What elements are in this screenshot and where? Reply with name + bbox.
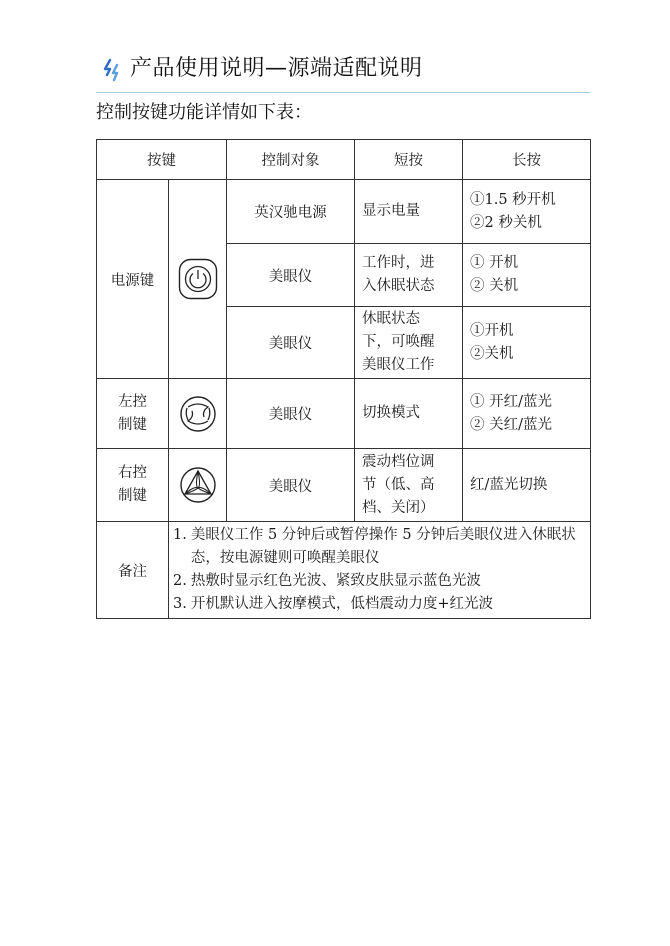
long-press-cell: [463, 307, 591, 379]
long-press-line: ② 关红/蓝光: [470, 416, 552, 433]
header-short-press: 短按: [355, 140, 463, 180]
long-press-cell: [463, 244, 591, 307]
intro-text: 控制按键功能详情如下表：: [96, 102, 312, 123]
short-press-cell: 震动档位调 节（低、高 档、关闭）: [355, 449, 463, 522]
short-press-cell: 休眠状态 下，可唤醒 美眼仪工作: [355, 307, 463, 379]
list-number: 1.: [173, 527, 187, 543]
header-key: 按键: [97, 140, 227, 180]
header-target: 控制对象: [227, 140, 355, 180]
key-icon-cell: [169, 180, 227, 379]
short-press-cell: 显示电量: [355, 180, 463, 244]
target-cell: 美眼仪: [227, 449, 355, 522]
long-press-line: ①开机: [470, 322, 514, 339]
list-number: 3.: [173, 596, 187, 612]
triangle-circle-icon: [178, 464, 218, 506]
list-item: [173, 593, 586, 616]
table-header-row: [97, 140, 591, 180]
list-number: 2.: [173, 573, 187, 589]
target-cell: 美眼仪: [227, 244, 355, 307]
table-row: [97, 379, 591, 449]
long-press-line: ①1.5 秒开机: [470, 191, 556, 208]
key-label-left: 左控 制键: [97, 379, 169, 449]
long-press-cell: 红/蓝光切换: [463, 449, 591, 522]
header-long-press: 长按: [463, 140, 591, 180]
short-press-cell: 切换模式: [355, 379, 463, 449]
long-press-cell: [463, 180, 591, 244]
list-item: [173, 524, 586, 570]
long-press-line: ②2 秒关机: [470, 214, 542, 231]
short-press-cell: 工作时，进 入休眠状态: [355, 244, 463, 307]
table-row: [97, 522, 591, 619]
target-cell: 英汉驰电源: [227, 180, 355, 244]
table-row: [97, 449, 591, 522]
section-header: [96, 50, 590, 93]
table-row: [97, 180, 591, 244]
list-item: [173, 570, 586, 593]
list-text: 热敷时显示红色光波、紧致皮肤显示蓝色光波: [190, 573, 481, 589]
page-title: 产品使用说明—源端适配说明: [130, 56, 423, 81]
remarks-label: 备注: [97, 522, 169, 619]
target-cell: 美眼仪: [227, 379, 355, 449]
control-keys-table: [96, 139, 591, 619]
swirl-circle-icon: [178, 393, 218, 435]
key-icon-cell: [169, 449, 227, 522]
key-label-right: 右控 制键: [97, 449, 169, 522]
list-text: 美眼仪工作 5 分钟后或暂停操作 5 分钟后美眼仪进入休眠状态，按电源键则可唤醒美眼仪: [190, 527, 576, 566]
long-press-line: ② 关机: [470, 278, 519, 294]
remarks-cell: [169, 522, 591, 619]
long-press-line: ① 开机: [470, 255, 519, 271]
long-press-line: ②关机: [470, 345, 514, 362]
list-text: 开机默认进入按摩模式，低档震动力度+红光波: [190, 596, 493, 612]
lightning-bolt-icon: [102, 58, 124, 82]
key-icon-cell: [169, 379, 227, 449]
key-label-power: 电源键: [97, 180, 169, 379]
long-press-cell: [463, 379, 591, 449]
power-button-icon: [178, 258, 218, 300]
target-cell: 美眼仪: [227, 307, 355, 379]
long-press-line: ① 开红/蓝光: [470, 393, 552, 410]
